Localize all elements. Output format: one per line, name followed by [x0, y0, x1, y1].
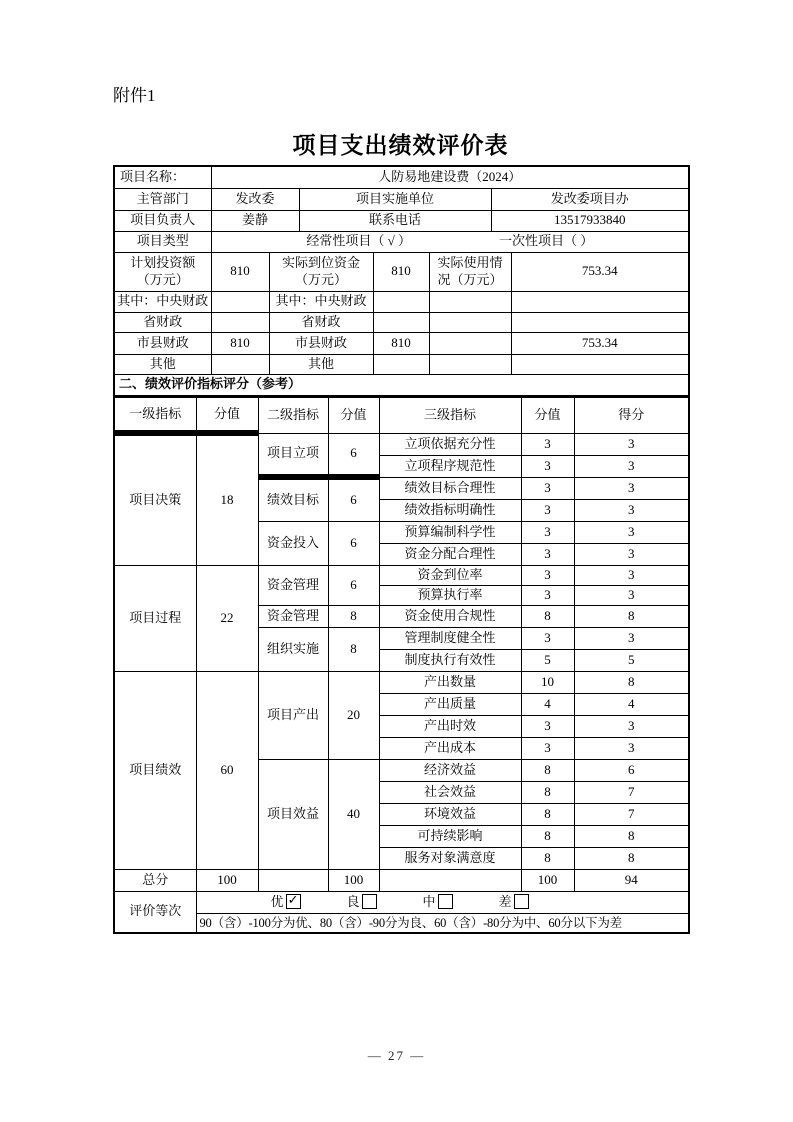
rating-option-label: 良	[346, 893, 360, 909]
l3-name: 产出数量	[379, 671, 521, 693]
l3-name: 管理制度健全性	[379, 627, 521, 649]
l3-name: 服务对象满意度	[379, 847, 521, 869]
page-number: — 27 —	[367, 1048, 426, 1063]
l3-got: 8	[574, 671, 689, 693]
project-name-label: 项目名称：	[114, 166, 211, 188]
l3-name: 社会效益	[379, 781, 521, 803]
row-central-finance	[114, 291, 689, 312]
rating-option-label: 差	[498, 893, 512, 909]
total-l2-score: 100	[328, 869, 379, 891]
l3-score: 3	[521, 499, 574, 521]
rating-option-good	[347, 894, 377, 911]
header-got: 得分	[574, 397, 689, 433]
l2-score: 8	[328, 627, 379, 671]
l3-got: 3	[574, 521, 689, 543]
dept-value: 发改委	[211, 188, 299, 210]
breakdown-label: 其他	[114, 354, 211, 374]
empty-cell	[258, 869, 328, 891]
l1-name: 项目绩效	[114, 671, 196, 869]
phone-label: 联系电话	[299, 210, 491, 231]
l3-score: 3	[521, 715, 574, 737]
breakdown-value	[429, 291, 511, 312]
document-title: 项目支出绩效评价表	[292, 133, 509, 158]
l1-score: 22	[196, 565, 258, 671]
l2-score: 6	[328, 477, 379, 521]
planned-label: 计划投资额 （万元）	[114, 252, 211, 291]
checkbox-checked-icon: ✓	[286, 894, 301, 909]
project-info-table	[113, 165, 690, 397]
used-value: 753.34	[511, 252, 689, 291]
rating-option-excellent	[271, 894, 301, 911]
l3-got: 3	[574, 737, 689, 759]
header-l1: 一级指标	[114, 397, 196, 433]
type-regular-option: 经常性项目（ √ ）	[306, 233, 411, 249]
l3-got: 3	[574, 543, 689, 565]
l3-got: 3	[574, 433, 689, 455]
breakdown-value	[429, 354, 511, 374]
l3-name: 环境效益	[379, 803, 521, 825]
attachment-label: 附件1	[113, 86, 156, 105]
l3-got: 7	[574, 803, 689, 825]
type-once-option: 一次性项目（ ）	[498, 233, 594, 249]
breakdown-value	[511, 312, 689, 332]
header-l2-score: 分值	[328, 397, 379, 433]
rating-option-poor	[499, 894, 529, 911]
breakdown-value	[429, 332, 511, 354]
received-label: 实际到位资金（万元）	[269, 252, 373, 291]
l1-name: 项目决策	[114, 433, 196, 565]
breakdown-label: 市县财政	[114, 332, 211, 354]
dept-label: 主管部门	[114, 188, 211, 210]
l2-name: 绩效目标	[258, 477, 328, 521]
l3-score: 10	[521, 671, 574, 693]
rating-label: 评价等次	[114, 891, 196, 933]
l3-score: 8	[521, 759, 574, 781]
l2-name: 资金管理	[258, 565, 328, 605]
breakdown-label: 市县财政	[269, 332, 373, 354]
header-l2: 二级指标	[258, 397, 328, 433]
breakdown-value: 810	[373, 332, 429, 354]
l3-name: 立项依据充分性	[379, 433, 521, 455]
breakdown-value	[373, 312, 429, 332]
breakdown-label: 其中：中央财政	[269, 291, 373, 312]
row-department	[114, 188, 689, 210]
breakdown-label: 其他	[269, 354, 373, 374]
leader-label: 项目负责人	[114, 210, 211, 231]
l3-score: 8	[521, 847, 574, 869]
l3-score: 3	[521, 477, 574, 499]
l3-got: 3	[574, 715, 689, 737]
breakdown-value	[211, 354, 269, 374]
l3-name: 产出质量	[379, 693, 521, 715]
l2-name: 项目立项	[258, 433, 328, 477]
phone-value: 13517933840	[491, 210, 689, 231]
rating-option-label: 中	[422, 893, 436, 909]
breakdown-label: 省财政	[114, 312, 211, 332]
l2-name: 资金管理	[258, 605, 328, 627]
impl-unit-value: 发改委项目办	[491, 188, 689, 210]
total-got: 94	[574, 869, 689, 891]
received-value: 810	[373, 252, 429, 291]
l2-name: 组织实施	[258, 627, 328, 671]
row-investment	[114, 252, 689, 291]
checkbox-empty-icon	[362, 894, 377, 909]
l3-score: 8	[521, 605, 574, 627]
l3-name: 经济效益	[379, 759, 521, 781]
breakdown-value	[429, 312, 511, 332]
breakdown-value	[373, 354, 429, 374]
header-l1-score: 分值	[196, 397, 258, 433]
l2-score: 6	[328, 521, 379, 565]
l3-got: 6	[574, 759, 689, 781]
row-leader	[114, 210, 689, 231]
l3-name: 资金使用合规性	[379, 605, 521, 627]
l3-name: 可持续影响	[379, 825, 521, 847]
total-row	[114, 869, 689, 891]
type-values	[211, 231, 689, 252]
breakdown-value: 810	[211, 332, 269, 354]
l1-name: 项目过程	[114, 565, 196, 671]
breakdown-value	[211, 312, 269, 332]
planned-value: 810	[211, 252, 269, 291]
l2-name: 项目产出	[258, 671, 328, 759]
breakdown-value	[511, 291, 689, 312]
section2-title: 二、绩效评价指标评分（参考）	[114, 374, 689, 396]
breakdown-label: 省财政	[269, 312, 373, 332]
l3-name: 绩效目标合理性	[379, 477, 521, 499]
row-province-finance	[114, 312, 689, 332]
l3-got: 3	[574, 585, 689, 605]
l3-name: 产出时效	[379, 715, 521, 737]
l2-name: 项目效益	[258, 759, 328, 869]
l3-score: 3	[521, 585, 574, 605]
l3-name: 预算编制科学性	[379, 521, 521, 543]
breakdown-value	[511, 354, 689, 374]
l3-got: 3	[574, 477, 689, 499]
total-l1-score: 100	[196, 869, 258, 891]
l3-got: 5	[574, 649, 689, 671]
l3-name: 绩效指标明确性	[379, 499, 521, 521]
header-l3-score: 分值	[521, 397, 574, 433]
indicator-score-table	[113, 396, 690, 934]
l3-got: 3	[574, 499, 689, 521]
l2-score: 6	[328, 565, 379, 605]
l3-got: 3	[574, 455, 689, 477]
row-section2-title	[114, 374, 689, 396]
l3-name: 预算执行率	[379, 585, 521, 605]
l3-name: 产出成本	[379, 737, 521, 759]
indicator-header-row	[114, 397, 689, 433]
l3-got: 8	[574, 825, 689, 847]
rating-option-label: 优	[270, 893, 284, 909]
l3-name: 制度执行有效性	[379, 649, 521, 671]
checkbox-empty-icon	[514, 894, 529, 909]
indicator-row	[114, 565, 689, 585]
total-label: 总分	[114, 869, 196, 891]
project-name-value: 人防易地建设费（2024）	[211, 166, 689, 188]
indicator-row	[114, 671, 689, 693]
rating-note: 90（含）-100分为优、80（含）-90分为良、60（含）-80分为中、60分以下为差	[196, 913, 689, 933]
l3-score: 4	[521, 693, 574, 715]
l3-score: 8	[521, 825, 574, 847]
breakdown-value	[373, 291, 429, 312]
l3-name: 资金分配合理性	[379, 543, 521, 565]
l3-name: 立项程序规范性	[379, 455, 521, 477]
breakdown-label: 其中：中央财政	[114, 291, 211, 312]
rating-note-row	[114, 913, 689, 933]
l3-score: 3	[521, 543, 574, 565]
l3-score: 3	[521, 565, 574, 585]
l3-got: 3	[574, 627, 689, 649]
l3-score: 3	[521, 737, 574, 759]
row-other-finance	[114, 354, 689, 374]
rating-options-row	[114, 891, 689, 913]
l3-score: 3	[521, 433, 574, 455]
l3-score: 8	[521, 781, 574, 803]
l3-score: 5	[521, 649, 574, 671]
l3-score: 3	[521, 627, 574, 649]
l3-got: 7	[574, 781, 689, 803]
l3-got: 8	[574, 605, 689, 627]
empty-cell	[379, 869, 521, 891]
rating-option-medium	[423, 894, 453, 911]
l3-score: 8	[521, 803, 574, 825]
rating-options-cell	[196, 891, 689, 913]
checkbox-empty-icon	[438, 894, 453, 909]
l3-score: 3	[521, 521, 574, 543]
l2-score: 20	[328, 671, 379, 759]
header-l3: 三级指标	[379, 397, 521, 433]
l3-name: 资金到位率	[379, 565, 521, 585]
l1-score: 18	[196, 433, 258, 565]
l3-got: 4	[574, 693, 689, 715]
l3-got: 8	[574, 847, 689, 869]
page-content	[113, 0, 688, 934]
row-city-finance	[114, 332, 689, 354]
l2-name: 资金投入	[258, 521, 328, 565]
l1-score: 60	[196, 671, 258, 869]
used-label: 实际使用情况（万元）	[429, 252, 511, 291]
row-project-name	[114, 166, 689, 188]
l2-score: 8	[328, 605, 379, 627]
leader-value: 姜静	[211, 210, 299, 231]
row-project-type	[114, 231, 689, 252]
type-label: 项目类型	[114, 231, 211, 252]
l2-score: 40	[328, 759, 379, 869]
l3-score: 3	[521, 455, 574, 477]
l2-score: 6	[328, 433, 379, 477]
indicator-row	[114, 433, 689, 455]
breakdown-value: 753.34	[511, 332, 689, 354]
breakdown-value	[211, 291, 269, 312]
total-l3-score: 100	[521, 869, 574, 891]
impl-unit-label: 项目实施单位	[299, 188, 491, 210]
l3-got: 3	[574, 565, 689, 585]
